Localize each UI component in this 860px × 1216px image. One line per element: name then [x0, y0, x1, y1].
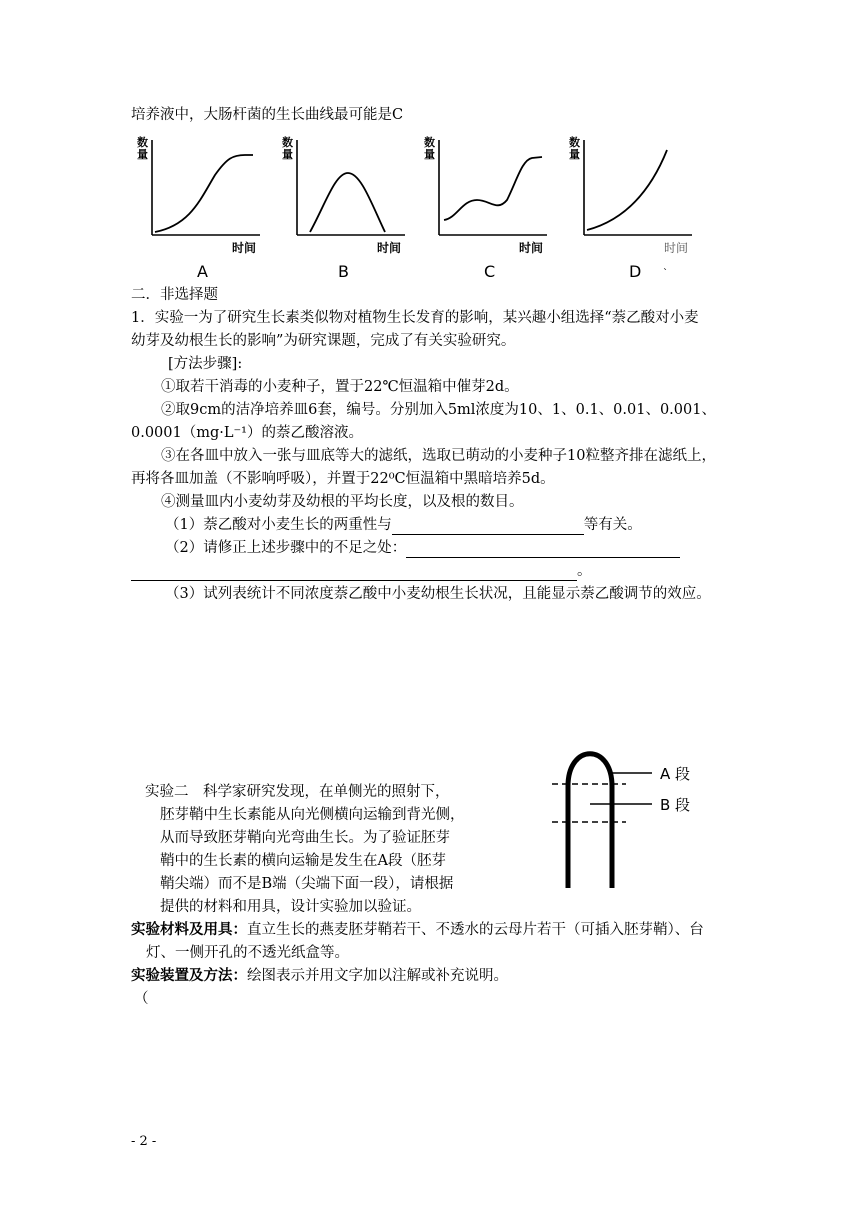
svg-text:数: 数 [424, 136, 435, 149]
svg-text:时间: 时间 [519, 241, 544, 255]
apparatus-text: 绘图表示并用文字加以注解或补充说明。 [247, 968, 508, 984]
open-paren: （ [134, 991, 149, 1007]
graph-a-y-label: 数 [137, 136, 148, 149]
exp2-line2: 胚芽鞘中生长素能从向光侧横向运输到背光侧， [160, 807, 465, 823]
exp2-line5: 鞘尖端）而不是B端（尖端下面一段），请根据 [160, 876, 454, 892]
materials-label: 实验材料及用具： [131, 921, 247, 938]
graph-c-curve [444, 157, 542, 220]
graph-c-letter: C [484, 262, 496, 281]
growth-curves-figure [0, 0, 860, 290]
sub-question-3: （3）试列表统计不同浓度萘乙酸中小麦幼根生长状况，且能显示萘乙酸调节的效应。 [165, 586, 711, 602]
sub1-prefix: （1）萘乙酸对小麦生长的两重性与 [165, 517, 392, 533]
graph-c [424, 135, 547, 281]
graph-d-letter: D [629, 262, 642, 281]
svg-text:时间: 时间 [377, 241, 402, 255]
apparatus-label: 实验装置及方法： [131, 967, 247, 984]
step1: ①取若干消毒的小麦种子，置于22℃恒温箱中催芽2d。 [161, 379, 519, 395]
svg-text:量: 量 [282, 148, 293, 161]
graph-a-x-label: 时间 [232, 241, 257, 255]
svg-text:数: 数 [569, 136, 580, 149]
svg-text:量: 量 [137, 148, 148, 161]
step2-a: ②取9cm的洁净培养皿6套，编号。分别加入5ml浓度为10、1、0.1、0.01、0.001、 [161, 402, 716, 418]
svg-text:时间: 时间 [664, 241, 689, 255]
q1-line1: 1．实验一为了研究生长素类似物对植物生长发育的影响，某兴趣小组选择“萘乙酸对小麦 [131, 310, 699, 326]
apparatus-line [131, 966, 508, 986]
sub-question-1 [165, 515, 642, 535]
q1-line2: 幼芽及幼根生长的影响”为研究课题，完成了有关实验研究。 [131, 333, 516, 349]
sub2-blank-2[interactable] [131, 565, 577, 581]
intro-line: 培养液中，大肠杆菌的生长曲线最可能是C [131, 107, 404, 123]
graph-a-curve [155, 155, 253, 232]
graph-a [137, 135, 260, 281]
label-b-segment: B 段 [660, 796, 691, 814]
graph-a-letter: A [197, 262, 208, 281]
svg-text:数: 数 [282, 136, 293, 149]
materials-text: 直立生长的燕麦胚芽鞘若干、不透水的云母片若干（可插入胚芽鞘）、台 [247, 922, 704, 938]
step3-a: ③在各皿中放入一张与皿底等大的滤纸，选取已萌动的小麦种子10粒整齐排在滤纸上， [161, 448, 716, 464]
svg-text:量: 量 [424, 148, 435, 161]
method-label: [方法步骤]: [168, 356, 243, 372]
sub2-prefix: （2）请修正上述步骤中的不足之处： [165, 540, 407, 556]
sub2-blank[interactable] [406, 542, 680, 558]
svg-text:量: 量 [569, 148, 580, 161]
exp2-line3: 从而导致胚芽鞘向光弯曲生长。为了验证胚芽 [160, 830, 450, 846]
graph-b-letter: B [338, 262, 349, 281]
label-a-segment: A 段 [660, 765, 691, 783]
coleoptile-outline [568, 754, 612, 888]
coleoptile-diagram [540, 738, 760, 898]
graph-b-curve [310, 173, 385, 232]
materials-text-2: 灯、一侧开孔的不透光纸盒等。 [146, 945, 349, 961]
exp2-line6: 提供的材料和用具，设计实验加以验证。 [160, 899, 421, 915]
section-heading: 二．非选择题 [131, 287, 218, 303]
page-number: - 2 - [131, 1134, 157, 1149]
graph-d [569, 135, 692, 281]
sub1-blank[interactable] [392, 519, 584, 535]
step2-b: 0.0001（mg·L⁻¹）的萘乙酸溶液。 [131, 425, 363, 441]
graph-b [282, 135, 405, 281]
exp2-line4: 鞘中的生长素的横向运输是发生在A段（胚芽 [160, 853, 446, 869]
step3-b: 再将各皿加盖（不影响呼吸），并置于22⁰C恒温箱中黑暗培养5d。 [131, 471, 555, 487]
step4: ④测量皿内小麦幼芽及幼根的平均长度，以及根的数目。 [161, 494, 524, 510]
svg-text:ˋ: ˋ [663, 268, 668, 279]
sub-question-2 [165, 538, 680, 558]
sub2-end: 。 [577, 563, 592, 579]
materials-line [131, 920, 704, 940]
sub2-continuation [131, 561, 592, 581]
graph-d-curve [587, 150, 667, 230]
exp2-line1: 实验二 科学家研究发现，在单侧光的照射下， [145, 784, 450, 800]
sub1-suffix: 等有关。 [583, 517, 642, 533]
